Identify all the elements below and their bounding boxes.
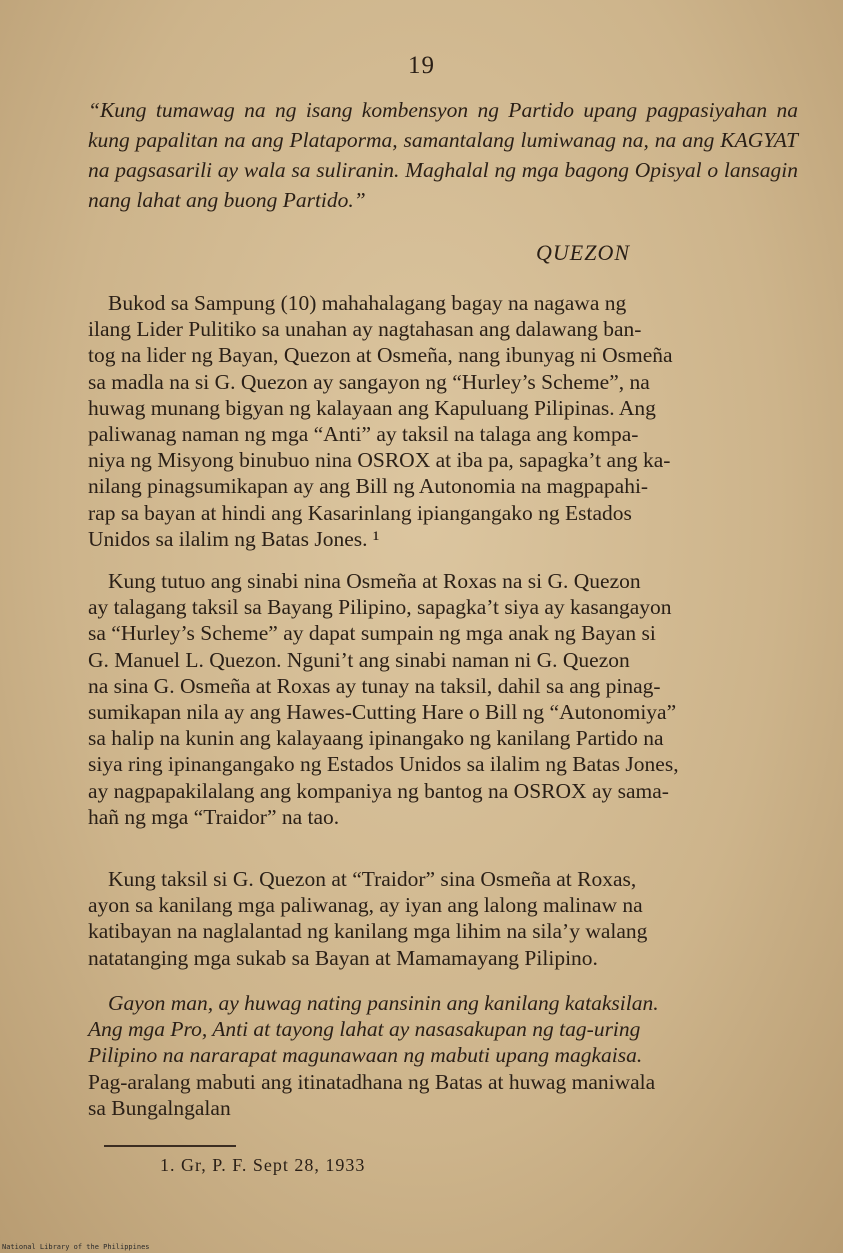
text-line: ay nagpapakilalang ang kompaniya ng bantog na OSROX ay sama- bbox=[88, 778, 669, 803]
text-line: Pilipino na nararapat magunawaan ng mabuti upang magkaisa. bbox=[88, 1043, 643, 1068]
text-line: Kung taksil si G. Quezon at “Traidor” sina Osmeña at Roxas, bbox=[108, 867, 637, 891]
text-line: sa halip na kunin ang kalayaang ipinangako ng kanilang Partido na bbox=[88, 726, 664, 751]
text-line: sa madla na si G. Quezon ay sangayon ng “Hurley’s Scheme”, na bbox=[88, 369, 650, 394]
text-line: na sina G. Osmeña at Roxas ay tunay na taksil, dahil sa ang pinag- bbox=[88, 673, 661, 698]
text-line: Bukod sa Sampung (10) mahahalagang bagay na nagawa ng bbox=[108, 291, 627, 315]
paragraph-2 bbox=[88, 568, 798, 830]
text-line: sa Bungalngalan bbox=[88, 1095, 231, 1120]
text-line: Ang mga Pro, Anti at tayong lahat ay nasasakupan ng tag-uring bbox=[88, 1017, 641, 1042]
text-line: ilang Lider Pulitiko sa unahan ay nagtahasan ang dalawang ban- bbox=[88, 317, 642, 342]
text-line: tog na lider ng Bayan, Quezon at Osmeña, nang ibunyag ni Osmeña bbox=[88, 343, 673, 368]
footnote: 1. Gr, P. F. Sept 28, 1933 bbox=[160, 1155, 366, 1175]
text-line: G. Manuel L. Quezon. Nguni’t ang sinabi naman ni G. Quezon bbox=[88, 647, 630, 672]
text-line: Unidos sa ilalim ng Batas Jones. ¹ bbox=[88, 526, 380, 551]
text-line: nilang pinagsumikapan ay ang Bill ng Autonomia na magpapahi- bbox=[88, 474, 649, 499]
text-line: niya ng Misyong binubuo nina OSROX at iba pa, sapagka’t ang ka- bbox=[88, 448, 671, 473]
text-line: katibayan na naglalantad ng kanilang mga lihim na sila’y walang bbox=[88, 919, 648, 944]
epigraph-attribution: QUEZON bbox=[536, 240, 631, 265]
text-line: hañ ng mga “Traidor” na tao. bbox=[88, 804, 340, 829]
text-line: ayon sa kanilang mga paliwanag, ay iyan ang lalong malinaw na bbox=[88, 893, 643, 918]
text-line: rap sa bayan at hindi ang Kasarinlang ipiangangako ng Estados bbox=[88, 500, 632, 525]
text-line: siya ring ipinangangako ng Estados Unidos sa ilalim ng Batas Jones, bbox=[88, 752, 679, 777]
page-number: 19 bbox=[408, 52, 435, 79]
text-line: paliwanag naman ng mga “Anti” ay taksil na talaga ang kompa- bbox=[88, 422, 639, 447]
text-line: Kung tutuo ang sinabi nina Osmeña at Roxas na si G. Quezon bbox=[108, 569, 641, 593]
text-line: Pag-aralang mabuti ang itinatadhana ng Batas at huwag maniwala bbox=[88, 1069, 656, 1094]
epigraph-quote: “Kung tumawag na ng isang kombensyon ng Partido upang pagpasiyahan na kung papalitan na ang Plataporma, samantalang lumiwanag na, na ang KAGYAT na pagsasarili ay wala sa suliranin. Maghalal ng mga bagong Opisyal o lansagin nang lahat ang buong Partido.” bbox=[88, 98, 798, 212]
text-line: natatanging mga sukab sa Bayan at Mamamayang Pilipino. bbox=[88, 945, 598, 970]
text-line: sumikapan nila ay ang Hawes-Cutting Hare o Bill ng “Autonomiya” bbox=[88, 700, 677, 725]
text-line: ay talagang taksil sa Bayang Pilipino, sapagka’t siya ay kasangayon bbox=[88, 595, 672, 620]
text-line: huwag munang bigyan ng kalayaan ang Kapuluang Pilipinas. Ang bbox=[88, 395, 656, 420]
text-line: sa “Hurley’s Scheme” ay dapat sumpain ng mga anak ng Bayan si bbox=[88, 621, 656, 646]
footnote-divider bbox=[104, 1145, 236, 1147]
library-credit: National Library of the Philippines bbox=[2, 1243, 150, 1251]
text-line: Gayon man, ay huwag nating pansinin ang kanilang kataksilan. bbox=[108, 991, 659, 1015]
paragraph-4 bbox=[88, 990, 798, 1121]
paragraph-3 bbox=[88, 866, 798, 971]
paragraph-1 bbox=[88, 290, 798, 552]
